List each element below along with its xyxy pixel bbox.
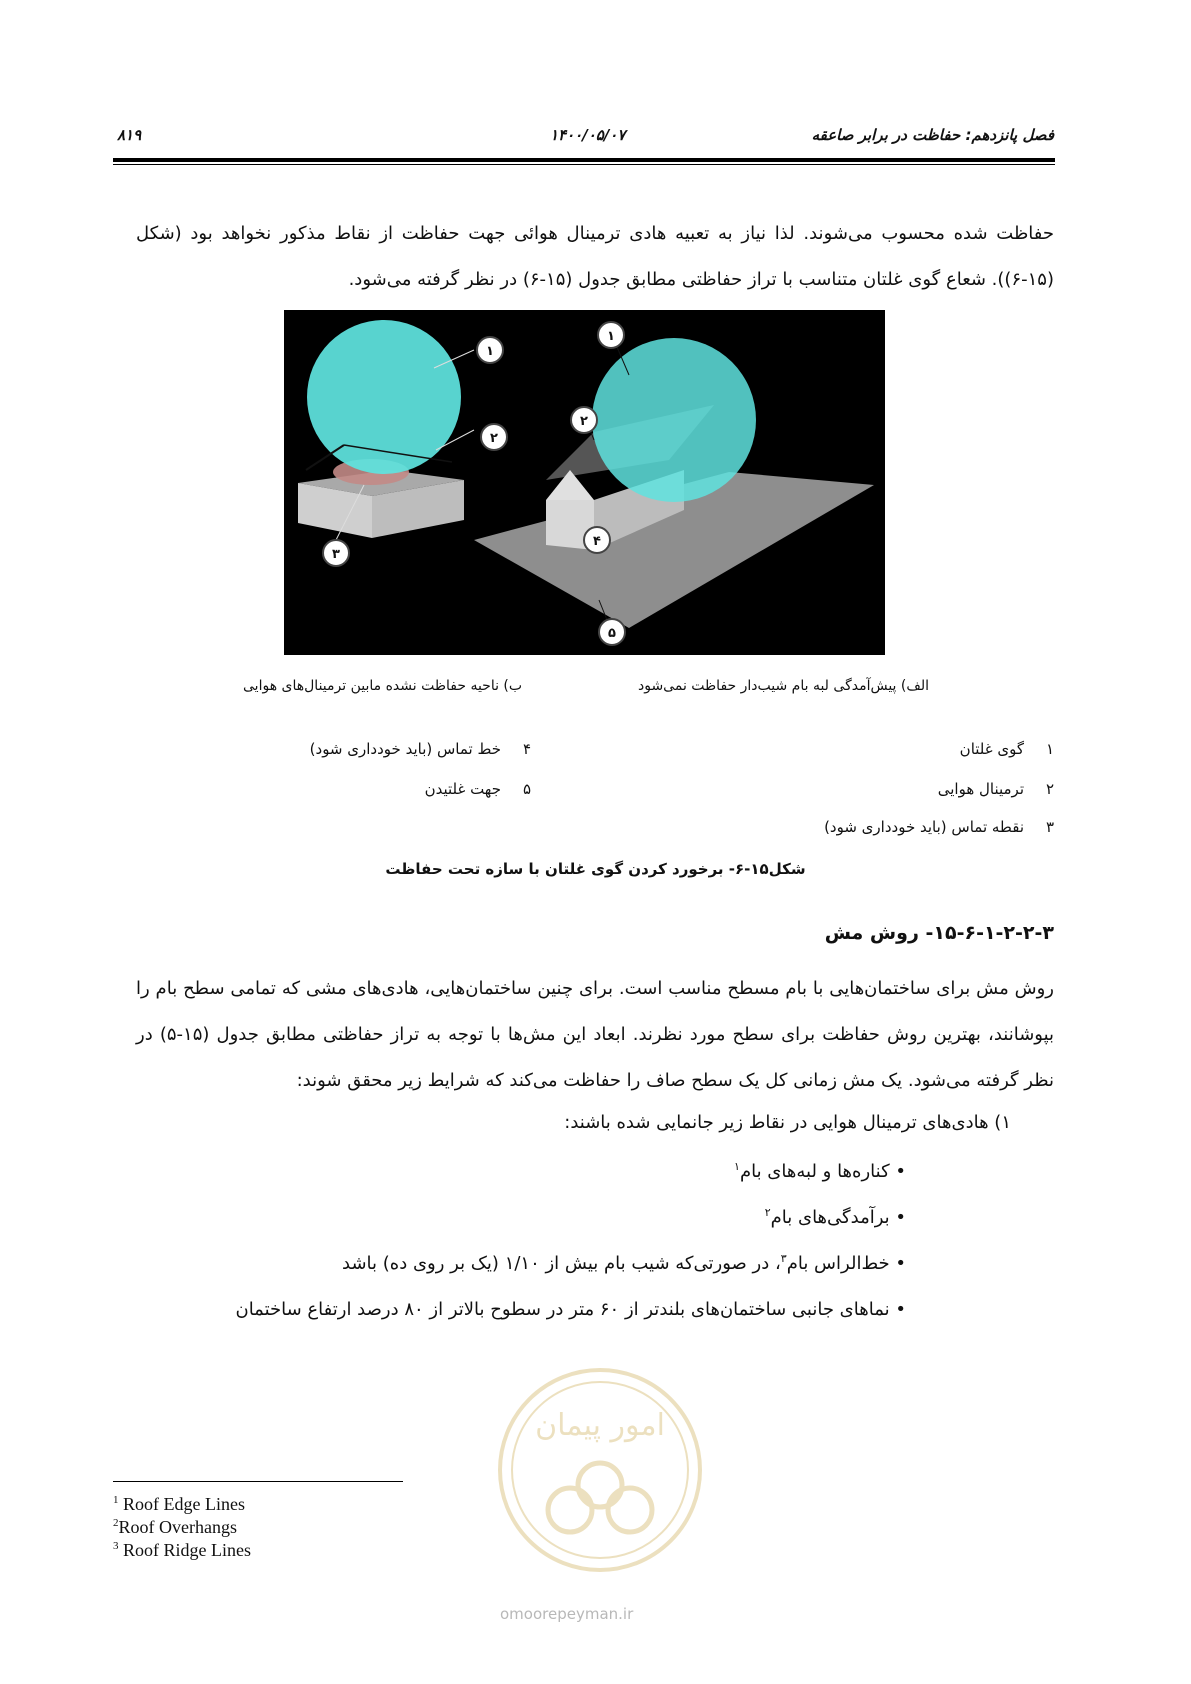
chapter-title: فصل پانزدهم: حفاظت در برابر صاعقه: [811, 126, 1054, 144]
bullet-item: [734, 1160, 906, 1182]
callout-label-5: ۲: [580, 414, 588, 429]
body-paragraph-2: روش مش برای ساختمان‌هایی با بام مسطح مناسب است. برای چنین ساختمان‌هایی، هادی‌های مشی که تمامی سطح بام را بپوشانند، بهترین روش حفاظت برای سطح مورد نظرند. ابعاد این مش‌ها با توجه به تراز حفاظتی مطابق جدول (۱۵-۵) در نظر گرفته می‌شود. یک مش زمانی کل یک سطح صاف را حفاظت می‌کند که شرایط زیر محقق شوند:: [136, 978, 1055, 1091]
watermark-site: omoorepeyman.ir: [500, 1605, 634, 1623]
callout-label-4: ۱: [607, 329, 615, 344]
legend-item: [938, 780, 1054, 798]
footnote-text: Roof Overhangs: [118, 1517, 237, 1537]
header-date: ۱۴۰۰/۰۵/۰۷: [550, 126, 626, 144]
legend-item: [824, 818, 1054, 836]
legend-text: گوی غلتان: [959, 740, 1024, 758]
footnote-number: 1: [113, 1494, 119, 1506]
page-number: ۸۱۹: [117, 126, 142, 144]
legend-num: ۱: [1045, 740, 1054, 758]
callout-label-1: ۱: [486, 344, 494, 359]
callout-marker-5: [571, 407, 597, 433]
callout-marker-7: [599, 619, 625, 645]
legend-item: [310, 740, 531, 758]
footnote-number: 3: [113, 1540, 119, 1552]
legend-text: نقطه تماس (باید خودداری شود): [824, 818, 1024, 836]
callout-label-7: ۵: [608, 626, 616, 641]
legend-num: ۳: [1045, 818, 1054, 836]
bullet-item: [342, 1252, 906, 1274]
bullet-text: • کناره‌ها و لبه‌های بام: [739, 1161, 906, 1182]
bullet-item: [235, 1298, 906, 1320]
callout-label-6: ۴: [593, 534, 601, 549]
bullet-text-rest: ، در صورتی‌که شیب بام بیش از ۱/۱۰ (یک بر روی ده) باشد: [342, 1253, 781, 1274]
footnote-text: Roof Ridge Lines: [118, 1540, 251, 1560]
legend-num: ۴: [522, 740, 531, 758]
bullet-text: • خط‌الراس بام: [786, 1253, 906, 1274]
callout-marker-3: [323, 540, 349, 566]
watermark-logo-text: امور پیمان: [535, 1408, 665, 1443]
callout-marker-6: [584, 527, 610, 553]
numbered-item-1: ۱) هادی‌های ترمینال هوایی در نقاط زیر جانمایی شده باشند:: [564, 1112, 1011, 1133]
figure-illustration: [284, 310, 885, 655]
footnote-rule: [113, 1481, 403, 1482]
bullet-text: • نماهای جانبی ساختمان‌های بلندتر از ۶۰ متر در سطوح بالاتر از ۸۰ درصد ارتفاع ساختمان: [235, 1299, 906, 1320]
legend-text: ترمینال هوایی: [937, 780, 1024, 798]
legend-text: خط تماس (باید خودداری شود): [309, 740, 501, 758]
header-rule-thin: [113, 164, 1055, 165]
footnote-2: [113, 1517, 237, 1538]
footnote-ref: ۲: [764, 1206, 771, 1219]
body-paragraph-1: حفاظت شده محسوب می‌شوند. لذا نیاز به تعبیه هادی ترمینال هوائی جهت حفاظت از نقاط مذکور نخواهد بود (شکل (۱۵-۶)). شعاع گوی غلتان متناسب با تراز حفاظتی مطابق جدول (۱۵-۶) در نظر گرفته می‌شود.: [136, 223, 1054, 290]
figure-rolling-sphere: [284, 310, 885, 655]
legend-item: [425, 780, 531, 798]
bullet-item: [765, 1206, 906, 1228]
callout-marker-1: [477, 337, 503, 363]
subcaption-a: الف) پیش‌آمدگی لبه بام شیب‌دار حفاظت نمی‌شود: [637, 678, 929, 694]
legend-item: [960, 740, 1054, 758]
legend-num: ۵: [522, 780, 531, 798]
callout-marker-2: [481, 424, 507, 450]
footnote-text: Roof Edge Lines: [118, 1494, 245, 1514]
footnote-ref: ۳: [780, 1252, 787, 1265]
rolling-sphere-right: [592, 338, 756, 502]
subcaption-b: ب) ناحیه حفاظت نشده مابین ترمینال‌های هوایی: [243, 678, 523, 694]
callout-label-3: ۳: [332, 547, 340, 562]
legend-num: ۲: [1045, 780, 1054, 798]
section-heading: ۱۵-۶-۱-۲-۲-۳- روش مش: [824, 922, 1054, 944]
legend-text: جهت غلتیدن: [424, 780, 501, 798]
footnote-3: [113, 1540, 251, 1561]
watermark-logo: [490, 1360, 710, 1600]
callout-marker-4: [598, 322, 624, 348]
header-rule-thick: [113, 158, 1055, 162]
callout-label-2: ۲: [490, 431, 498, 446]
footnote-1: [113, 1494, 245, 1515]
bullet-text: • برآمدگی‌های بام: [770, 1207, 906, 1228]
footnote-ref: ۱: [734, 1160, 740, 1173]
footnote-number: 2: [113, 1517, 119, 1529]
figure-caption: شکل۱۵-۶- برخورد کردن گوی غلتان با سازه تحت حفاظت: [385, 860, 806, 878]
